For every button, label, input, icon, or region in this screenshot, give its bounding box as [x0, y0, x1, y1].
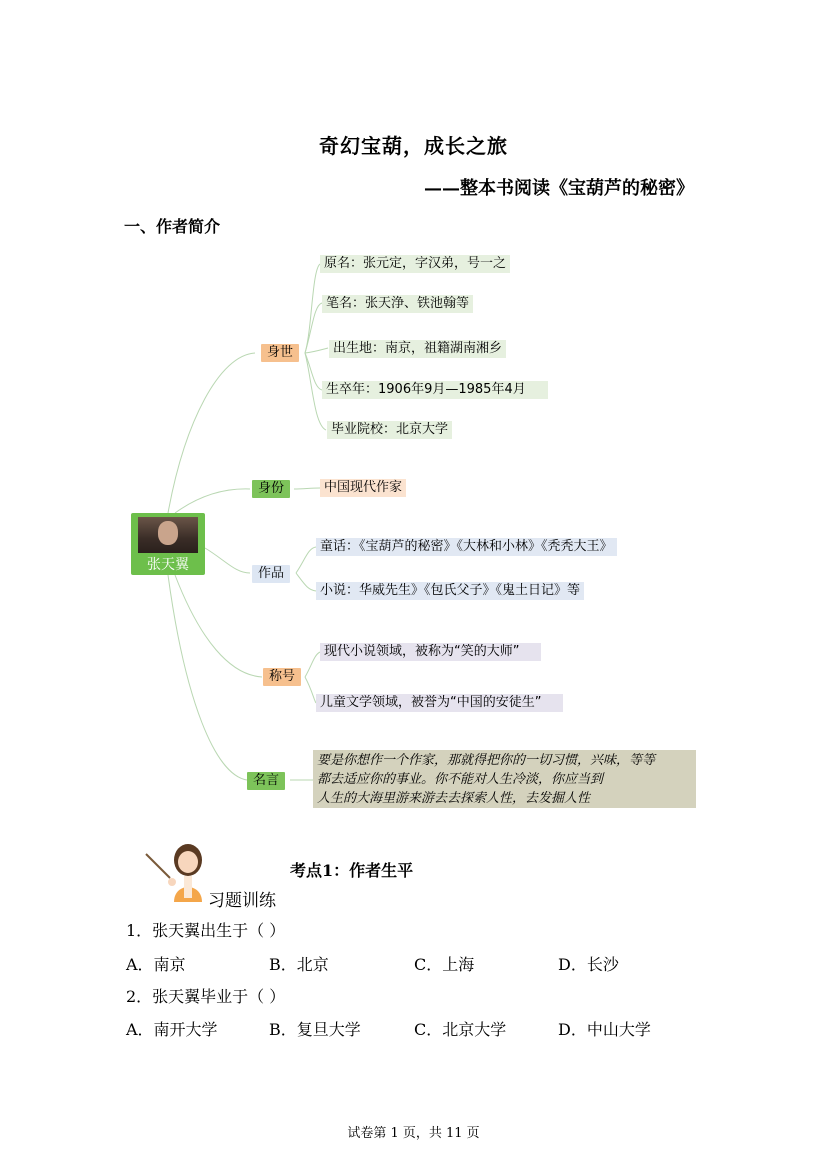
page-footer: 试卷第 1 页，共 11 页	[347, 1126, 480, 1141]
question-2-option-c: C．北京大学	[414, 1020, 507, 1039]
question-1-option-a: A．南京	[126, 955, 186, 974]
question-2-stem: 2．张天翼毕业于（ ）	[126, 987, 286, 1006]
author-name: 张天翼	[147, 557, 189, 573]
background-birthplace: 出生地：南京，祖籍湖南湘乡	[329, 340, 506, 358]
quote-line: 要是你想作一个作家，那就得把你的一切习惯，兴味，等等	[317, 753, 656, 768]
famous-quote	[313, 750, 696, 808]
works-fairy-tales: 童话：《宝葫芦的秘密》《大林和小林》《秃秃大王》	[316, 538, 617, 556]
identity-item: 中国现代作家	[320, 479, 406, 497]
question-2-option-a: A．南开大学	[126, 1020, 218, 1039]
title-fiction: 现代小说领域，被称为“笑的大师”	[320, 643, 541, 661]
works-novels: 小说：华威先生》《包氏父子》《鬼土日记》等	[316, 582, 584, 600]
background-lifespan: 生卒年：1906年9月—1985年4月	[322, 381, 548, 399]
background-pen-names: 笔名：张天浄、铁池翰等	[322, 295, 473, 313]
document-title: 奇幻宝葫，成长之旅	[319, 134, 508, 158]
branch-background: 身世	[261, 344, 299, 362]
document-subtitle: ——整本书阅读《宝葫芦的秘密》	[424, 178, 694, 199]
branch-titles: 称号	[263, 668, 301, 686]
exam-point-heading: 考点1：作者生平	[290, 861, 414, 880]
question-2-option-b: B．复旦大学	[269, 1020, 361, 1039]
quote-line: 都去适应你的事业。你不能对人生冷淡，你应当到	[317, 772, 604, 787]
author-portrait	[138, 517, 198, 553]
question-1-option-b: B．北京	[269, 955, 329, 974]
branch-identity: 身份	[252, 480, 290, 498]
teacher-pointer-icon	[144, 840, 214, 902]
title-children-literature: 儿童文学领域，被誉为“中国的安徒生”	[316, 694, 563, 712]
section-heading: 一、作者简介	[124, 217, 221, 236]
question-1-option-d: D．长沙	[558, 955, 619, 974]
background-school: 毕业院校：北京大学	[327, 421, 452, 439]
mindmap-center-node	[131, 513, 205, 575]
branch-quote: 名言	[247, 772, 285, 790]
quote-line: 人生的大海里游来游去去探索人性，去发掘人性	[317, 791, 591, 806]
question-2-option-d: D．中山大学	[558, 1020, 651, 1039]
background-original-name: 原名：张元定，字汉弟，号一之	[320, 255, 510, 273]
practice-label: 习题训练	[208, 891, 276, 911]
branch-works: 作品	[252, 565, 290, 583]
question-1-stem: 1．张天翼出生于（ ）	[126, 921, 286, 940]
question-1-option-c: C．上海	[414, 955, 475, 974]
